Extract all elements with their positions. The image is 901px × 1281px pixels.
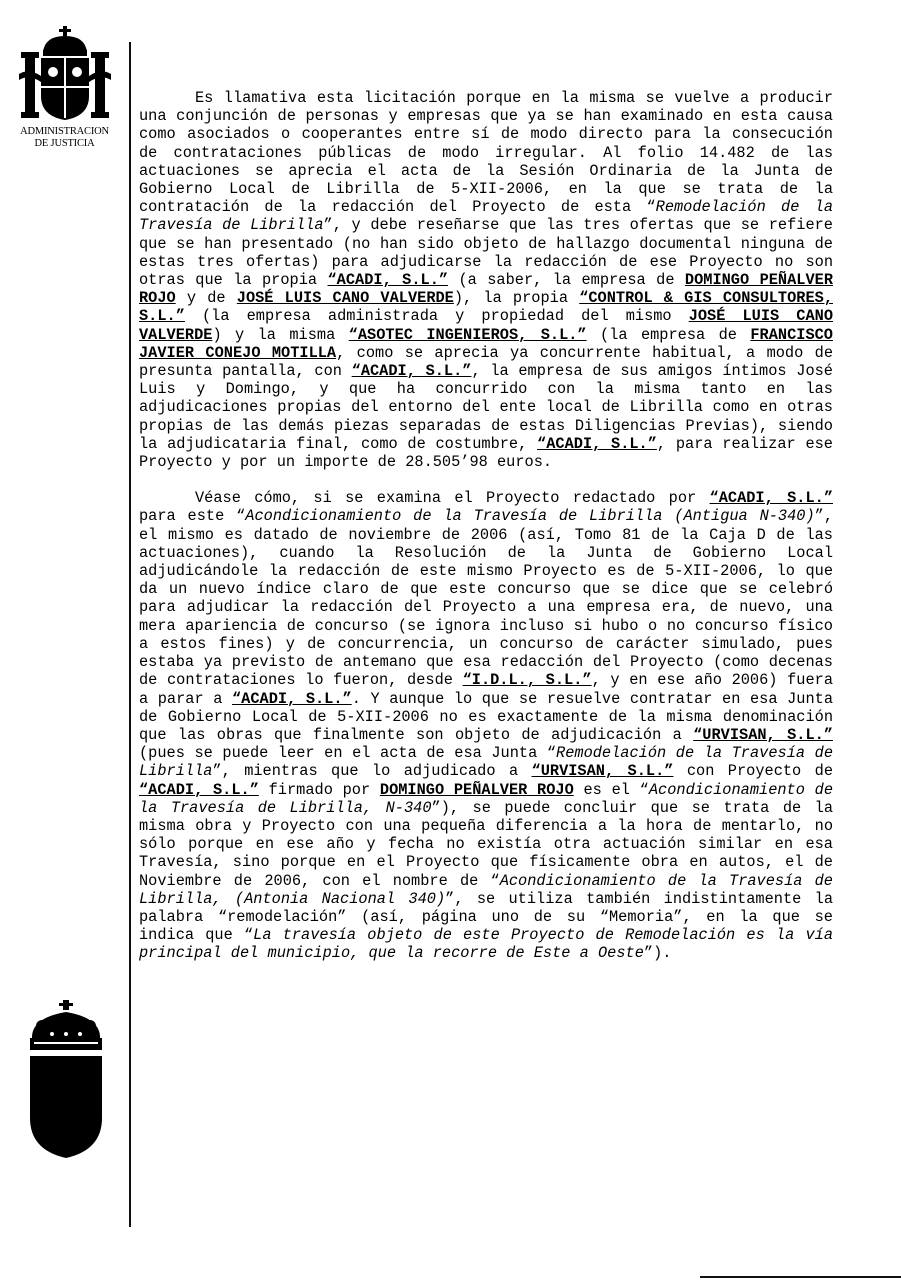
- text-run: con Proyecto de: [673, 762, 833, 781]
- text-run: ), la propia: [453, 289, 580, 308]
- text-run: ”, el mismo es datado de noviembre de 2006 (así, Tomo 81 de la Caja D de las actuaciones), cuando la Resolución de la Junta de Gobierno Local adjudicándole la redacción de este mismo Proyecto es de 5-XII-2006, lo que da un nuevo índice claro de que este concurso que se dice que se celebró para adjudicar la redacción del Proyecto a una empresa era, de nuevo, una mera apariencia de concurso (se ignora incluso si hubo o no concurso físico a estos fines) y de concurrencia, un concurso de carácter simulado, pues estaba ya previsto de antemano que esa redacción del Proyecto (como decenas de contrataciones lo fueron, desde: [139, 507, 834, 690]
- text-run: Es llamativa esta licitación porque en la misma se vuelve a producir una conjunción de personas y empresas que ya se han examinado en esta causa como asociados o cooperantes entre sí de modo directo para la consecución de contrataciones públicas de modo irregular. Al folio 14.482 de las actuaciones se aprecia el acta de la Sesión Ordinaria de la Junta de Gobierno Local de Librilla de 5-XII-2006, en la que se trata de la contratación de la redacción del Proyecto de esta “: [139, 89, 833, 217]
- highlighted-name: JOSÉ LUIS CANO VALVERDE: [139, 307, 834, 344]
- text-run: (a saber, la empresa de: [448, 271, 685, 290]
- highlighted-name: DOMINGO PEÑALVER ROJO: [139, 271, 834, 308]
- highlighted-name: JOSÉ LUIS CANO VALVERDE: [236, 289, 454, 308]
- text-run: ”).: [643, 944, 672, 963]
- text-run: Véase cómo, si se examina el Proyecto redactado por: [195, 489, 710, 508]
- seal-caption-line-1: ADMINISTRACION: [20, 126, 109, 137]
- text-run: . Y aunque lo que se resuelve contratar en esa Junta de Gobierno Local de 5-XII-2006 no es exactamente de la misma denominación que las obras que finalmente son objeto de adjudicación a: [139, 689, 833, 744]
- quoted-title: Remodelación de la Travesía de Librilla: [139, 744, 833, 781]
- highlighted-name: “ASOTEC INGENIEROS, S.L.”: [348, 325, 587, 344]
- justice-administration-seal: [12, 24, 117, 164]
- quoted-title: Acondicionamiento de la Travesía de Librilla, (Antonia Nacional 340): [139, 871, 833, 908]
- text-run: ) y la misma: [212, 325, 349, 344]
- paragraph-1: [139, 89, 833, 471]
- highlighted-name: “ACADI, S.L.”: [351, 362, 472, 381]
- regional-coat-of-arms: [26, 1000, 106, 1160]
- highlighted-name: “I.D.L., S.L.”: [462, 671, 592, 690]
- text-run: , como se aprecia ya concurrente habitual, a modo de presunta pantalla, con: [139, 343, 833, 381]
- margin-vertical-rule: [129, 42, 131, 1227]
- highlighted-name: FRANCISCO JAVIER CONEJO MOTILLA: [139, 325, 833, 362]
- text-run: ”, mientras que lo adjudicado a: [212, 762, 532, 781]
- royal-coat-of-arms-icon: [19, 24, 111, 124]
- text-run: firmado por: [258, 780, 380, 799]
- text-run: (la empresa administrada y propiedad del mismo: [184, 307, 689, 326]
- document-body: [139, 89, 833, 963]
- text-run: ”, se utiliza también indistintamente la palabra “remodelación” (así, página uno de su “Memoria”, en la que se indica que “: [139, 889, 834, 945]
- quoted-title: La travesía objeto de este Proyecto de Remodelación es la vía principal del municipio, que la recorre de Este a Oeste: [139, 926, 833, 963]
- highlighted-name: “URVISAN, S.L.”: [693, 725, 833, 744]
- crowned-shield-icon: [26, 1000, 106, 1160]
- paragraph-2: [139, 489, 833, 962]
- text-run: (pues se puede leer en el acta de esa Junta “: [139, 744, 557, 763]
- highlighted-name: “CONTROL & GIS CONSULTORES, S.L.”: [139, 289, 834, 326]
- highlighted-name: DOMINGO PEÑALVER ROJO: [379, 780, 574, 799]
- text-run: , la empresa de sus amigos íntimos José Luis y Domingo, y que ha concurrido con la misma tanto en las adjudicaciones propias del entorno del ente local de Librilla como en otras propias de las demás piezas separadas de estas Diligencias Previas), siendo la adjudicataria final, como de costumbre,: [139, 362, 833, 453]
- quoted-title: Acondicionamiento de la Travesía de Librilla (Antigua N-340): [245, 507, 815, 526]
- text-run: para este “: [139, 507, 246, 526]
- highlighted-name: “ACADI, S.L.”: [537, 434, 657, 453]
- text-run: ”, y debe reseñarse que las tres ofertas que se refiere que se han presentado (no han sido objeto de hallazgo documental ninguna de estas tres ofertas) para adjudicarse la redacción de ese Proyecto no son otras que la propia: [139, 216, 833, 290]
- text-run: (la empresa de: [586, 325, 751, 344]
- highlighted-name: “ACADI, S.L.”: [327, 271, 449, 290]
- highlighted-name: “ACADI, S.L.”: [709, 489, 833, 508]
- seal-caption-line-2: DE JUSTICIA: [34, 138, 95, 149]
- highlighted-name: “URVISAN, S.L.”: [531, 762, 674, 781]
- highlighted-name: “ACADI, S.L.”: [231, 689, 352, 708]
- text-run: ”), se puede concluir que se trata de la misma obra y Proyecto con una pequeña diferencia a la hora de mentarlo, no sólo porque en ese año y fecha no existía otra actuación similar en esa Travesía, sino porque en el Proyecto que físicamente obra en autos, el de Noviembre de 2006, con el nombre de “: [139, 798, 833, 890]
- highlighted-name: “ACADI, S.L.”: [139, 780, 259, 799]
- text-run: , y en ese año 2006) fuera a parar a: [139, 671, 834, 708]
- quoted-title: Acondicionamiento de la Travesía de Librilla, N-340: [139, 780, 834, 817]
- text-run: , para realizar ese Proyecto y por un importe de 28.505’98 euros.: [139, 434, 833, 472]
- seal-caption: [12, 126, 117, 150]
- footer-rule: [700, 1276, 901, 1278]
- text-run: es el “: [573, 780, 649, 799]
- quoted-title: Remodelación de la Travesía de Librilla: [139, 198, 833, 235]
- text-run: y de: [175, 289, 237, 308]
